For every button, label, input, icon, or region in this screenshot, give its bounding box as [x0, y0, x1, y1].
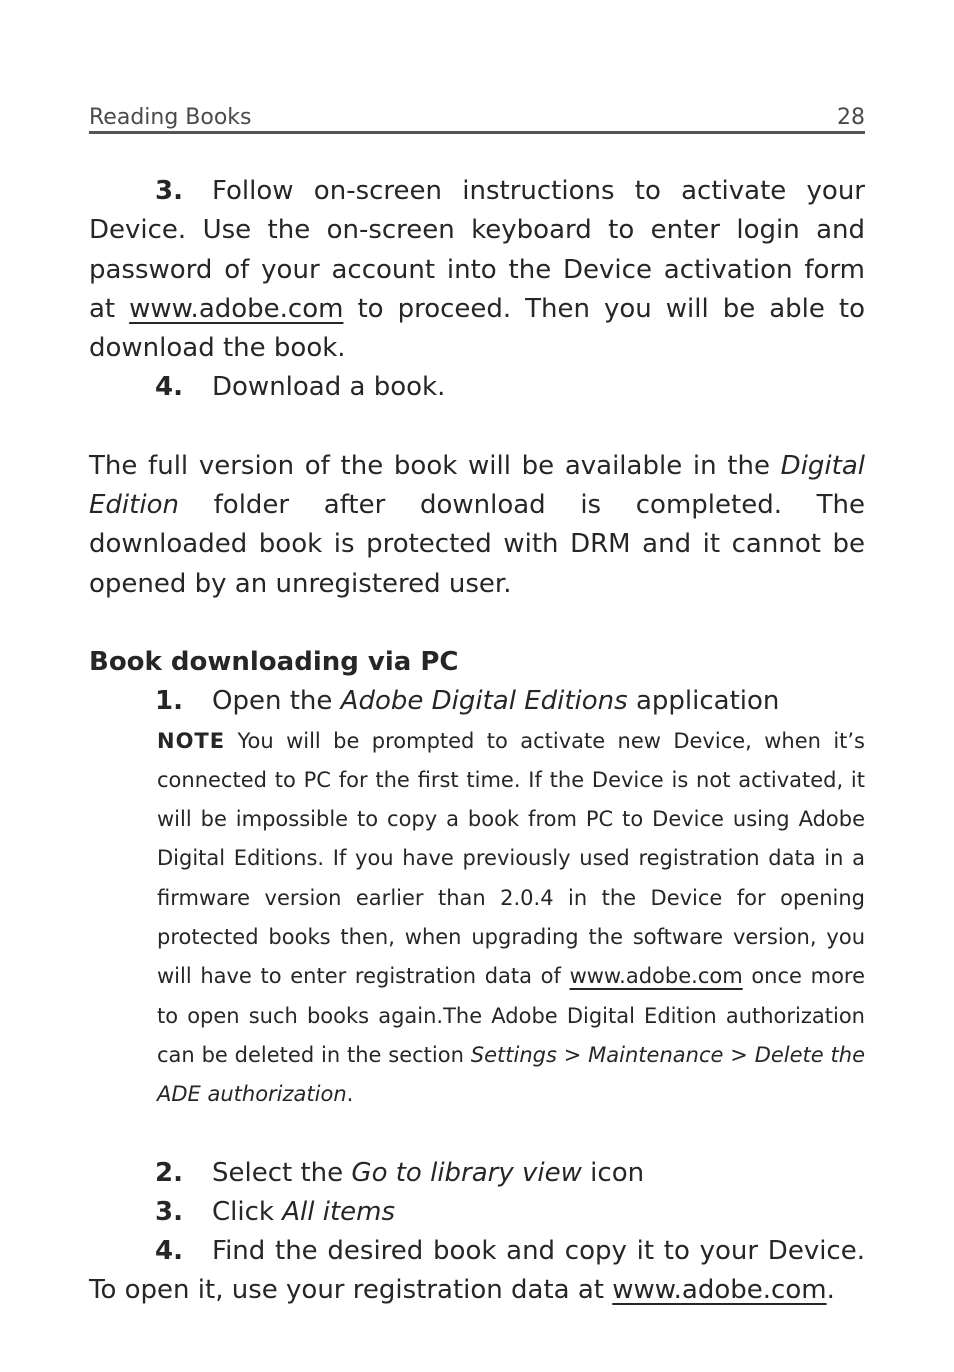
page-number: 28 — [837, 105, 865, 130]
step-text: Follow on-screen instructions to activate your Device. Use the on-screen keyboard to enter login and password of your account into the Device activation form at — [89, 176, 865, 324]
step-3 — [89, 172, 865, 368]
step-4 — [89, 368, 865, 407]
drm-paragraph: The full version of the book will be available in the Digital Edition folder after download is completed. The downloaded book is protected with DRM and it cannot be opened by an unregistered user. — [89, 450, 865, 599]
step-number: 1. — [155, 686, 183, 717]
page-content — [89, 172, 865, 1311]
icon-name: Go to library view — [351, 1157, 582, 1188]
folder-name: Digital Edition — [89, 450, 865, 521]
step-text-end: to proceed. Then you will be able to download the book. — [89, 293, 865, 364]
adobe-link[interactable]: www.adobe.com — [569, 964, 743, 989]
running-header — [89, 104, 865, 134]
note-block: NOTE You will be prompted to activate new Device, when it’s connected to PC for the first time. If the Device is not activated, it will be impossible to copy a book from PC to Device using Adobe Digital Editions. If you have previously used registration data in a firmware version earlier than 2.0.4 in the Device for opening protected books then, when upgrading the software version, you will have to enter registration data of www.adobe.com once more to open such books again.The Adobe Digital Edition authorization can be deleted in the section Settings > Maintenance > Delete the ADE authorization. — [157, 728, 866, 1107]
step-number: 4. — [155, 372, 183, 403]
step-text: Download a book. — [212, 372, 446, 403]
section-title: Reading Books — [89, 105, 252, 130]
step-number: 3. — [155, 1196, 183, 1227]
adobe-link[interactable]: www.adobe.com — [129, 293, 344, 324]
adobe-link[interactable]: www.adobe.com — [612, 1275, 827, 1306]
menu-item-name: All items — [282, 1196, 396, 1227]
pc-step-4: 4. Find the desired book and copy it to your Device. To open it, use your registration data at www.adobe.com. — [89, 1232, 865, 1311]
note-label: NOTE — [157, 728, 226, 753]
pc-step-1: 1. Open the Adobe Digital Editions application — [89, 682, 865, 721]
step-number: 3. — [155, 176, 183, 206]
step-number: 2. — [155, 1157, 183, 1188]
pc-step-2: 2. Select the Go to library view icon — [89, 1154, 865, 1193]
app-name: Adobe Digital Editions — [340, 686, 628, 717]
section-heading: Book downloading via PC — [89, 646, 459, 677]
pc-step-3: 3. Click All items — [89, 1193, 865, 1232]
settings-path: Settings > Maintenance > Delete the ADE authorization — [157, 1042, 865, 1107]
step-number: 4. — [155, 1236, 183, 1267]
